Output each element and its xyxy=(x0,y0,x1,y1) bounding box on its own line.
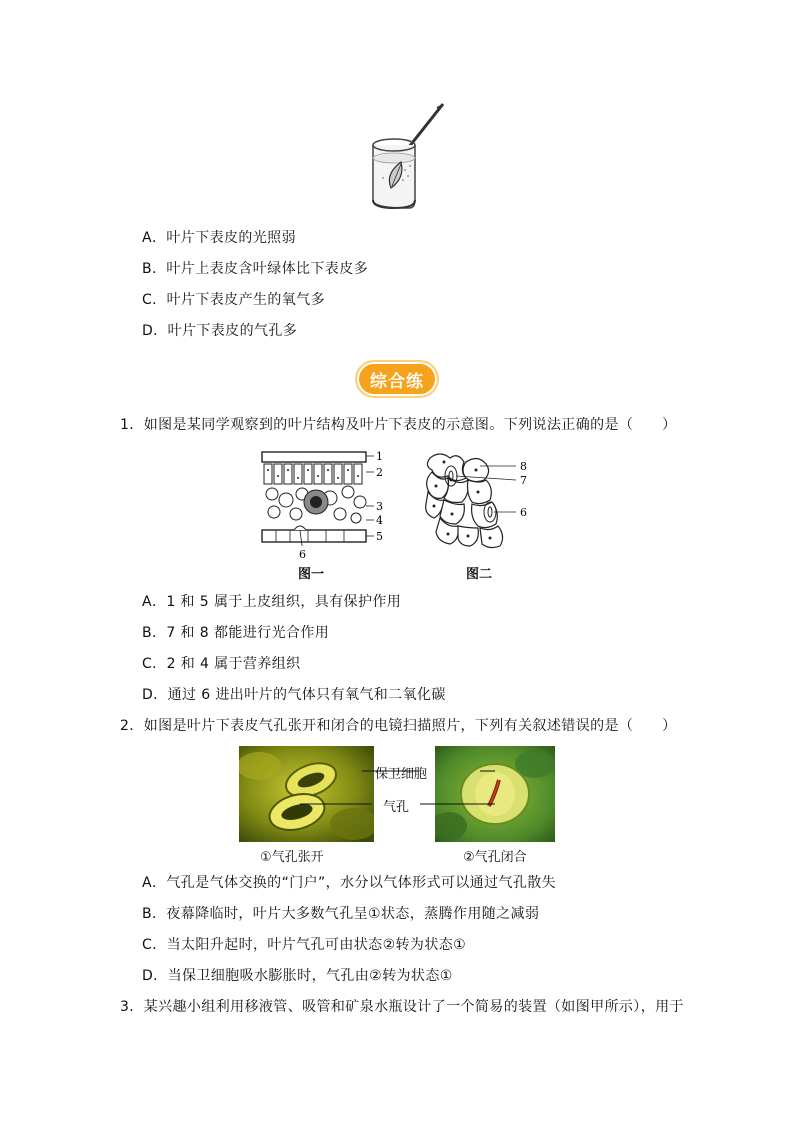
q1-option-c: C．2 和 4 属于营养组织 xyxy=(142,656,301,672)
option-c: C．叶片下表皮产生的氧气多 xyxy=(142,292,325,308)
section-badge xyxy=(355,360,439,398)
fig2-number-6: 6 xyxy=(520,506,527,519)
question-2-stem: 2．如图是叶片下表皮气孔张开和闭合的电镜扫描照片，下列有关叙述错误的是（ ） xyxy=(120,718,677,734)
fig1-number-1: 1 xyxy=(376,450,383,463)
caption-stoma-open: ①气孔张开 xyxy=(260,850,324,865)
q1-option-d: D．通过 6 进出叶片的气体只有氧气和二氧化碳 xyxy=(142,687,446,703)
fig1-number-2: 2 xyxy=(376,466,383,479)
question-1-stem: 1．如图是某同学观察到的叶片结构及叶片下表皮的示意图。下列说法正确的是（ ） xyxy=(120,417,677,433)
option-a: A．叶片下表皮的光照弱 xyxy=(142,230,296,246)
question-3-stem: 3．某兴趣小组利用移液管、吸管和矿泉水瓶设计了一个简易的装置（如图甲所示），用于 xyxy=(120,999,684,1015)
q2-option-b: B．夜幕降临时，叶片大多数气孔呈①状态，蒸腾作用随之减弱 xyxy=(142,906,540,922)
figure-1-caption: 图一 xyxy=(298,567,325,582)
beaker-figure xyxy=(365,100,445,215)
option-d: D．叶片下表皮的气孔多 xyxy=(142,323,298,339)
section-badge-label: 综合练 xyxy=(370,371,424,392)
guard-cell-label: 保卫细胞 xyxy=(375,767,428,782)
caption-stoma-closed: ②气孔闭合 xyxy=(463,850,527,865)
fig1-number-6: 6 xyxy=(299,548,306,560)
q2-option-c: C．当太阳升起时，叶片气孔可由状态②转为状态① xyxy=(142,937,467,953)
fig2-number-8: 8 xyxy=(520,460,527,473)
option-b: B．叶片上表皮含叶绿体比下表皮多 xyxy=(142,261,369,277)
q1-option-a: A．1 和 5 属于上皮组织，具有保护作用 xyxy=(142,594,402,610)
q2-option-a: A．气孔是气体交换的“门户”，水分以气体形式可以通过气孔散失 xyxy=(142,875,557,891)
q2-option-d: D．当保卫细胞吸水膨胀时，气孔由②转为状态① xyxy=(142,968,453,984)
fig1-number-3: 3 xyxy=(376,500,383,513)
fig2-number-7: 7 xyxy=(520,474,527,487)
fig1-number-4: 4 xyxy=(376,514,383,527)
stoma-label: 气孔 xyxy=(383,800,410,815)
q1-option-b: B．7 和 8 都能进行光合作用 xyxy=(142,625,330,641)
figure-2-caption: 图二 xyxy=(466,567,493,582)
fig1-number-5: 5 xyxy=(376,530,383,543)
leaf-epidermis-figure xyxy=(420,448,540,553)
leaf-cross-section-figure xyxy=(256,448,386,560)
